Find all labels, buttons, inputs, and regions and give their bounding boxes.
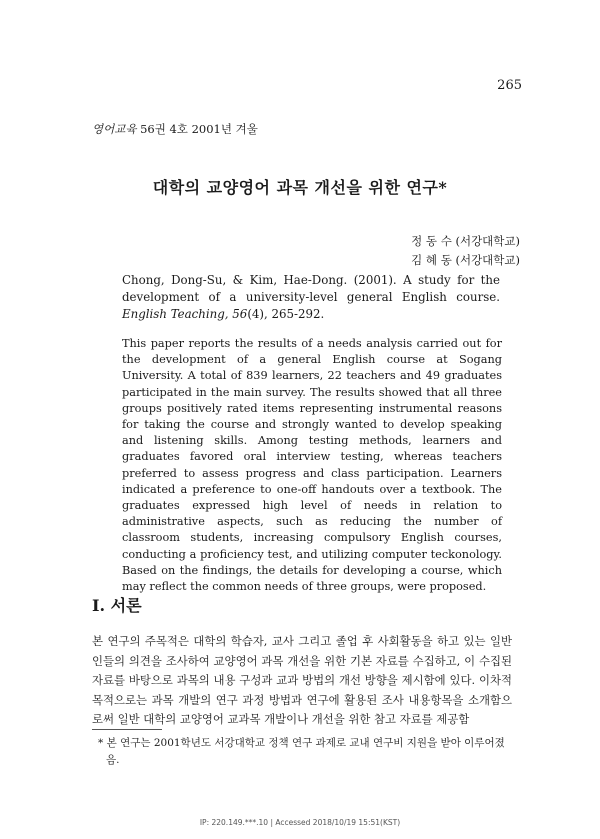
journal-name: 영어교육 [92,122,137,136]
citation-text: Chong, Dong-Su, & Kim, Hae-Dong. (2001). A study for the development of a university-level general English course. [122,273,500,304]
author-1 [411,233,520,249]
abstract: This paper reports the results of a needs analysis carried out for the development of a general English course at Sogang University. A total of 839 learners, 22 teachers and 49 graduates participated in the main survey. The results showed that all three groups positively rated items representing instrumental reasons for taking the course and strongly wanted to develop speaking and listening skills. Among testing methods, learners and graduates favored oral interview testing, whereas teachers preferred to assess progress and class participation. Learners indicated a preference to one-off handouts over a textbook. The graduates expressed high level of needs in relation to administrative aspects, such as reducing the number of classroom students, increasing compulsory English courses, conducting a proficiency test, and utilizing computer teckonology. Based on the findings, the details for developing a course, which may reflect the common needs of three groups, were proposed. [122,337,502,594]
paper-title: 대학의 교양영어 과목 개선을 위한 연구* [152,178,448,197]
footnote: * 본 연구는 2001학년도 서강대학교 정책 연구 과제로 교내 연구비 지원을 받아 이루어졌음. [98,737,505,766]
author-affiliation: (서강대학교) [455,253,520,267]
citation-journal: English Teaching, 56 [122,307,248,321]
author-name: 정 동 수 [411,234,452,248]
author-affiliation: (서강대학교) [455,234,520,248]
access-info: IP: 220.149.***.10 | Accessed 2018/10/19 15:51(KST) [199,818,401,827]
section-heading: I. 서론 [92,596,142,615]
author-2 [411,252,520,268]
citation [122,272,500,323]
citation-pages: (4), 265-292. [247,307,325,321]
journal-issue: 56권 4호 2001년 겨울 [140,122,258,136]
journal-info [92,121,258,137]
page-number: 265 [497,78,522,93]
body-paragraph: 본 연구의 주목적은 대학의 학습자, 교사 그리고 졸업 후 사회활동을 하고 있는 일반인들의 의견을 조사하여 교양영어 과목 개선을 위한 기본 자료를 수집하고, 이 수집된 자료를 바탕으로 과목의 내용 구성과 교과 방법의 개선 방향을 제시함에 있다. 이차적 목적으로는 과목 개발의 연구 과정 방법과 연구에 활용된 조사 내용항목을 소개함으로써 일반 대학의 교양영어 교과목 개발이나 개선을 위한 참고 자료를 제공함 [92,634,512,726]
author-name: 김 혜 동 [411,253,452,267]
footnote-divider [92,729,162,730]
